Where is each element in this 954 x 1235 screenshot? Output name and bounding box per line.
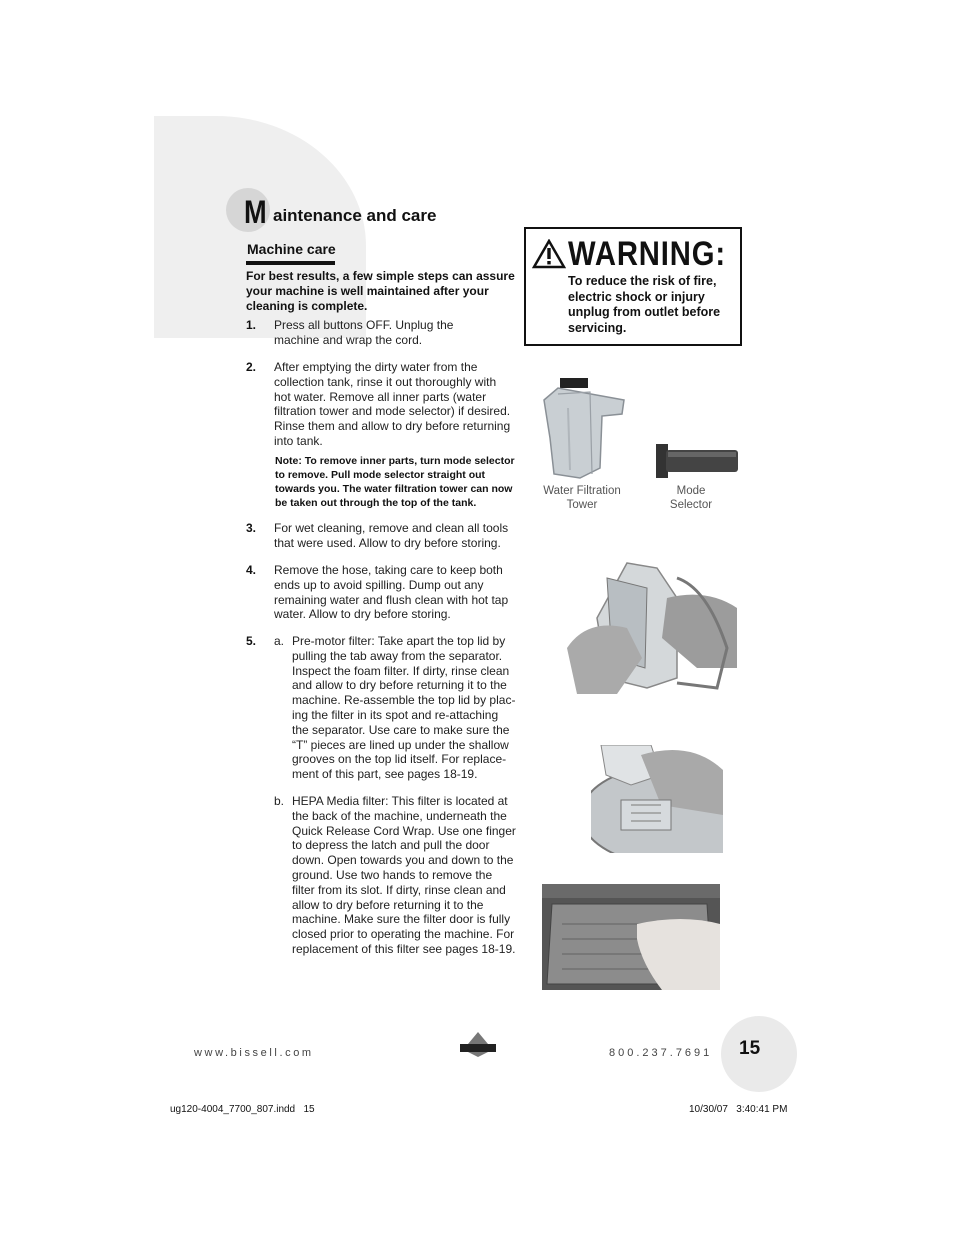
file-slug: ug120-4004_7700_807.indd 15 [170, 1104, 315, 1115]
substep-label: b. [274, 794, 285, 808]
step-text: After emptying the dirty water from the collection tank, rinse it out thoroughly with hot water. Remove all inner parts (water filtration tower and mode selector) if desired. Rinse them and allow to dry before returning into tank. [274, 360, 511, 448]
step-text: For wet cleaning, remove and clean all tools that were used. Allow to dry before storing. [274, 521, 509, 550]
substep-label: a. [274, 634, 285, 648]
step-number: 5. [246, 634, 257, 648]
step-number: 1. [246, 318, 257, 332]
water-filtration-tower-image [540, 378, 628, 480]
step-text: Remove the hose, taking care to keep both ends up to avoid spilling. Dump out any remaining water and flush clean with hot tap water. Allow to dry before storing. [274, 563, 509, 622]
warning-box [524, 227, 742, 346]
step-number: 2. [246, 360, 257, 374]
title-text: aintenance and care [273, 206, 437, 225]
page-number: 15 [739, 1038, 761, 1059]
warning-triangle-icon [532, 239, 566, 269]
intro-text: For best results, a few simple steps can assure your machine is well maintained after your cleaning is complete. [246, 269, 515, 313]
date-slug: 10/30/07 3:40:41 PM [689, 1104, 788, 1115]
step-number: 3. [246, 521, 257, 535]
step-text: Press all buttons OFF. Unplug the machine and wrap the cord. [274, 318, 454, 347]
bissell-logo [458, 1030, 498, 1058]
substep-text: Pre-motor filter: Take apart the top lid by pulling the tab away from the separator. Inspect the foam filter. If dirty, rinse clean and allow to dry before returning it to the machine. Re-assemble the top lid by plac-ing the filter in its spot and re-attaching the separator. Use care to make sure the “T” pieces are lined up under the shallow grooves on the top lid itself. For replace-ment of this part, see pages 18-19. [292, 634, 516, 782]
phone-number: 800.237.7691 [609, 1047, 713, 1059]
title-initial: M [244, 194, 267, 230]
foam-filter-photo [591, 745, 723, 853]
subheading-rule [246, 261, 335, 265]
subheading: Machine care [247, 241, 336, 257]
hepa-filter-photo [542, 884, 720, 990]
page-number-circle [721, 1016, 797, 1092]
mode-selector-caption: Mode Selector [669, 485, 713, 511]
warning-title: WARNING: [568, 235, 726, 273]
top-lid-photo [567, 558, 737, 694]
website-url: www.bissell.com [194, 1047, 314, 1059]
substep-text: HEPA Media filter: This filter is located at the back of the machine, underneath the Quick Release Cord Wrap. Use one finger to depress the latch and pull the door down. Open towards you and down to the ground. Use two hands to remove the filter from its slot. If dirty, rinse clean and allow to dry before returning it to the machine. Make sure the filter door is fully closed prior to operating the machine. For replacement of this filter see pages 18-19. [292, 794, 516, 956]
tower-caption: Water Filtration Tower [543, 485, 621, 511]
note-text: Note: To remove inner parts, turn mode selector to remove. Pull mode selector straight out towards you. The water filtration tower can now be taken out through the top of the tank. [275, 455, 515, 509]
warning-text: To reduce the risk of fire, electric shock or injury unplug from outlet before servicing. [568, 274, 721, 335]
step-number: 4. [246, 563, 257, 577]
bissell-logo-icon [458, 1030, 498, 1058]
mode-selector-image [654, 440, 740, 482]
